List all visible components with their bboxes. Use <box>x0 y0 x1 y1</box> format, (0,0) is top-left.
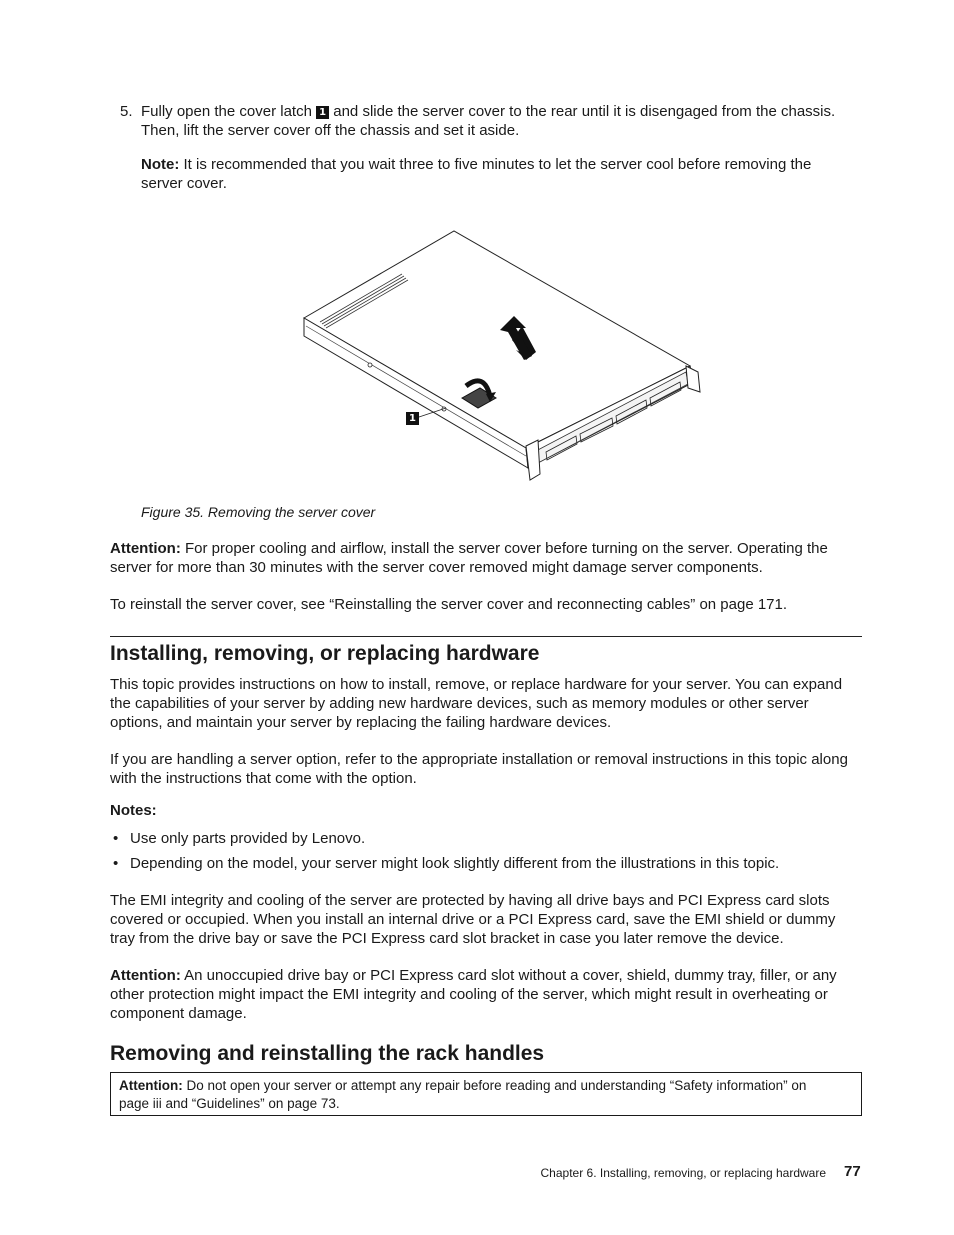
note-text: It is recommended that you wait three to five minutes to let the server cool before removing the server cover. <box>141 156 812 192</box>
list-item-text: Depending on the model, your server might look slightly different from the illustrations in this topic. <box>130 855 780 872</box>
note-label: Note: <box>141 156 180 173</box>
footer-chapter: Chapter 6. Installing, removing, or replacing hardware <box>540 1166 826 1180</box>
emi-text: The EMI integrity and cooling of the server are protected by having all drive bays and PCI Express card slots covered or occupied. When you install an internal drive or a PCI Express card, save the EMI shield or dummy tray from the drive bay or save the PCI Express card slot bracket in case you later remove the device. <box>110 892 836 947</box>
notes-label: Notes: <box>110 802 157 819</box>
list-item <box>110 854 862 873</box>
option-handling-text: If you are handling a server option, refer to the appropriate installation or removal instructions in this topic along with the instructions that come with the option. <box>110 751 848 787</box>
section-heading-rack-handles: Removing and reinstalling the rack handles <box>110 1042 545 1065</box>
server-cover-illustration <box>290 222 710 484</box>
section-intro: This topic provides instructions on how to install, remove, or replace hardware for your server. You can expand the capabilities of your server by adding new hardware devices, such as memory modules or other server options, and maintain your server by replacing the failing hardware devices. <box>110 676 843 731</box>
attention-text: For proper cooling and airflow, install the server cover before turning on the server. Operating the server for more than 30 minutes with the server cover removed might damage server components. <box>110 540 828 576</box>
page-number: 77 <box>844 1163 861 1180</box>
attention-label: Attention: <box>110 540 181 557</box>
step-text-after: and slide the server cover to the rear until it is disengaged from the chassis. Then, lift the server cover off the chassis and set it aside. <box>141 103 836 139</box>
attention-cooling <box>110 539 862 577</box>
figure-callout-marker: 1 <box>406 412 419 425</box>
bullet: • <box>113 830 119 847</box>
attention-emi <box>110 966 862 1023</box>
attention-label: Attention: <box>119 1078 183 1093</box>
list-item-text: Use only parts provided by Lenovo. <box>130 830 366 847</box>
step-number: 5. <box>120 103 133 120</box>
notes-list <box>110 829 862 879</box>
callout-marker: 1 <box>316 106 329 119</box>
attention-box <box>110 1072 862 1116</box>
attention-box-text <box>119 1077 839 1113</box>
step-text-before: Fully open the cover latch <box>141 103 312 120</box>
figure-caption: Figure 35. Removing the server cover <box>141 504 376 520</box>
bullet: • <box>113 855 119 872</box>
step-text <box>141 102 863 140</box>
attention-label: Attention: <box>110 967 181 984</box>
note <box>141 155 841 193</box>
section-heading-installing: Installing, removing, or replacing hardware <box>110 642 540 665</box>
list-item <box>110 829 862 848</box>
attention-text: Do not open your server or attempt any repair before reading and understanding “Safety information” on page iii and “Guidelines” on page 73. <box>119 1078 807 1111</box>
attention-text: An unoccupied drive bay or PCI Express card slot without a cover, shield, dummy tray, filler, or any other protection might impact the EMI integrity and cooling of the server, which might result in overheating or component damage. <box>110 967 837 1022</box>
section-divider <box>110 636 862 637</box>
reinstall-reference: To reinstall the server cover, see “Reinstalling the server cover and reconnecting cables” on page 171. <box>110 596 788 613</box>
